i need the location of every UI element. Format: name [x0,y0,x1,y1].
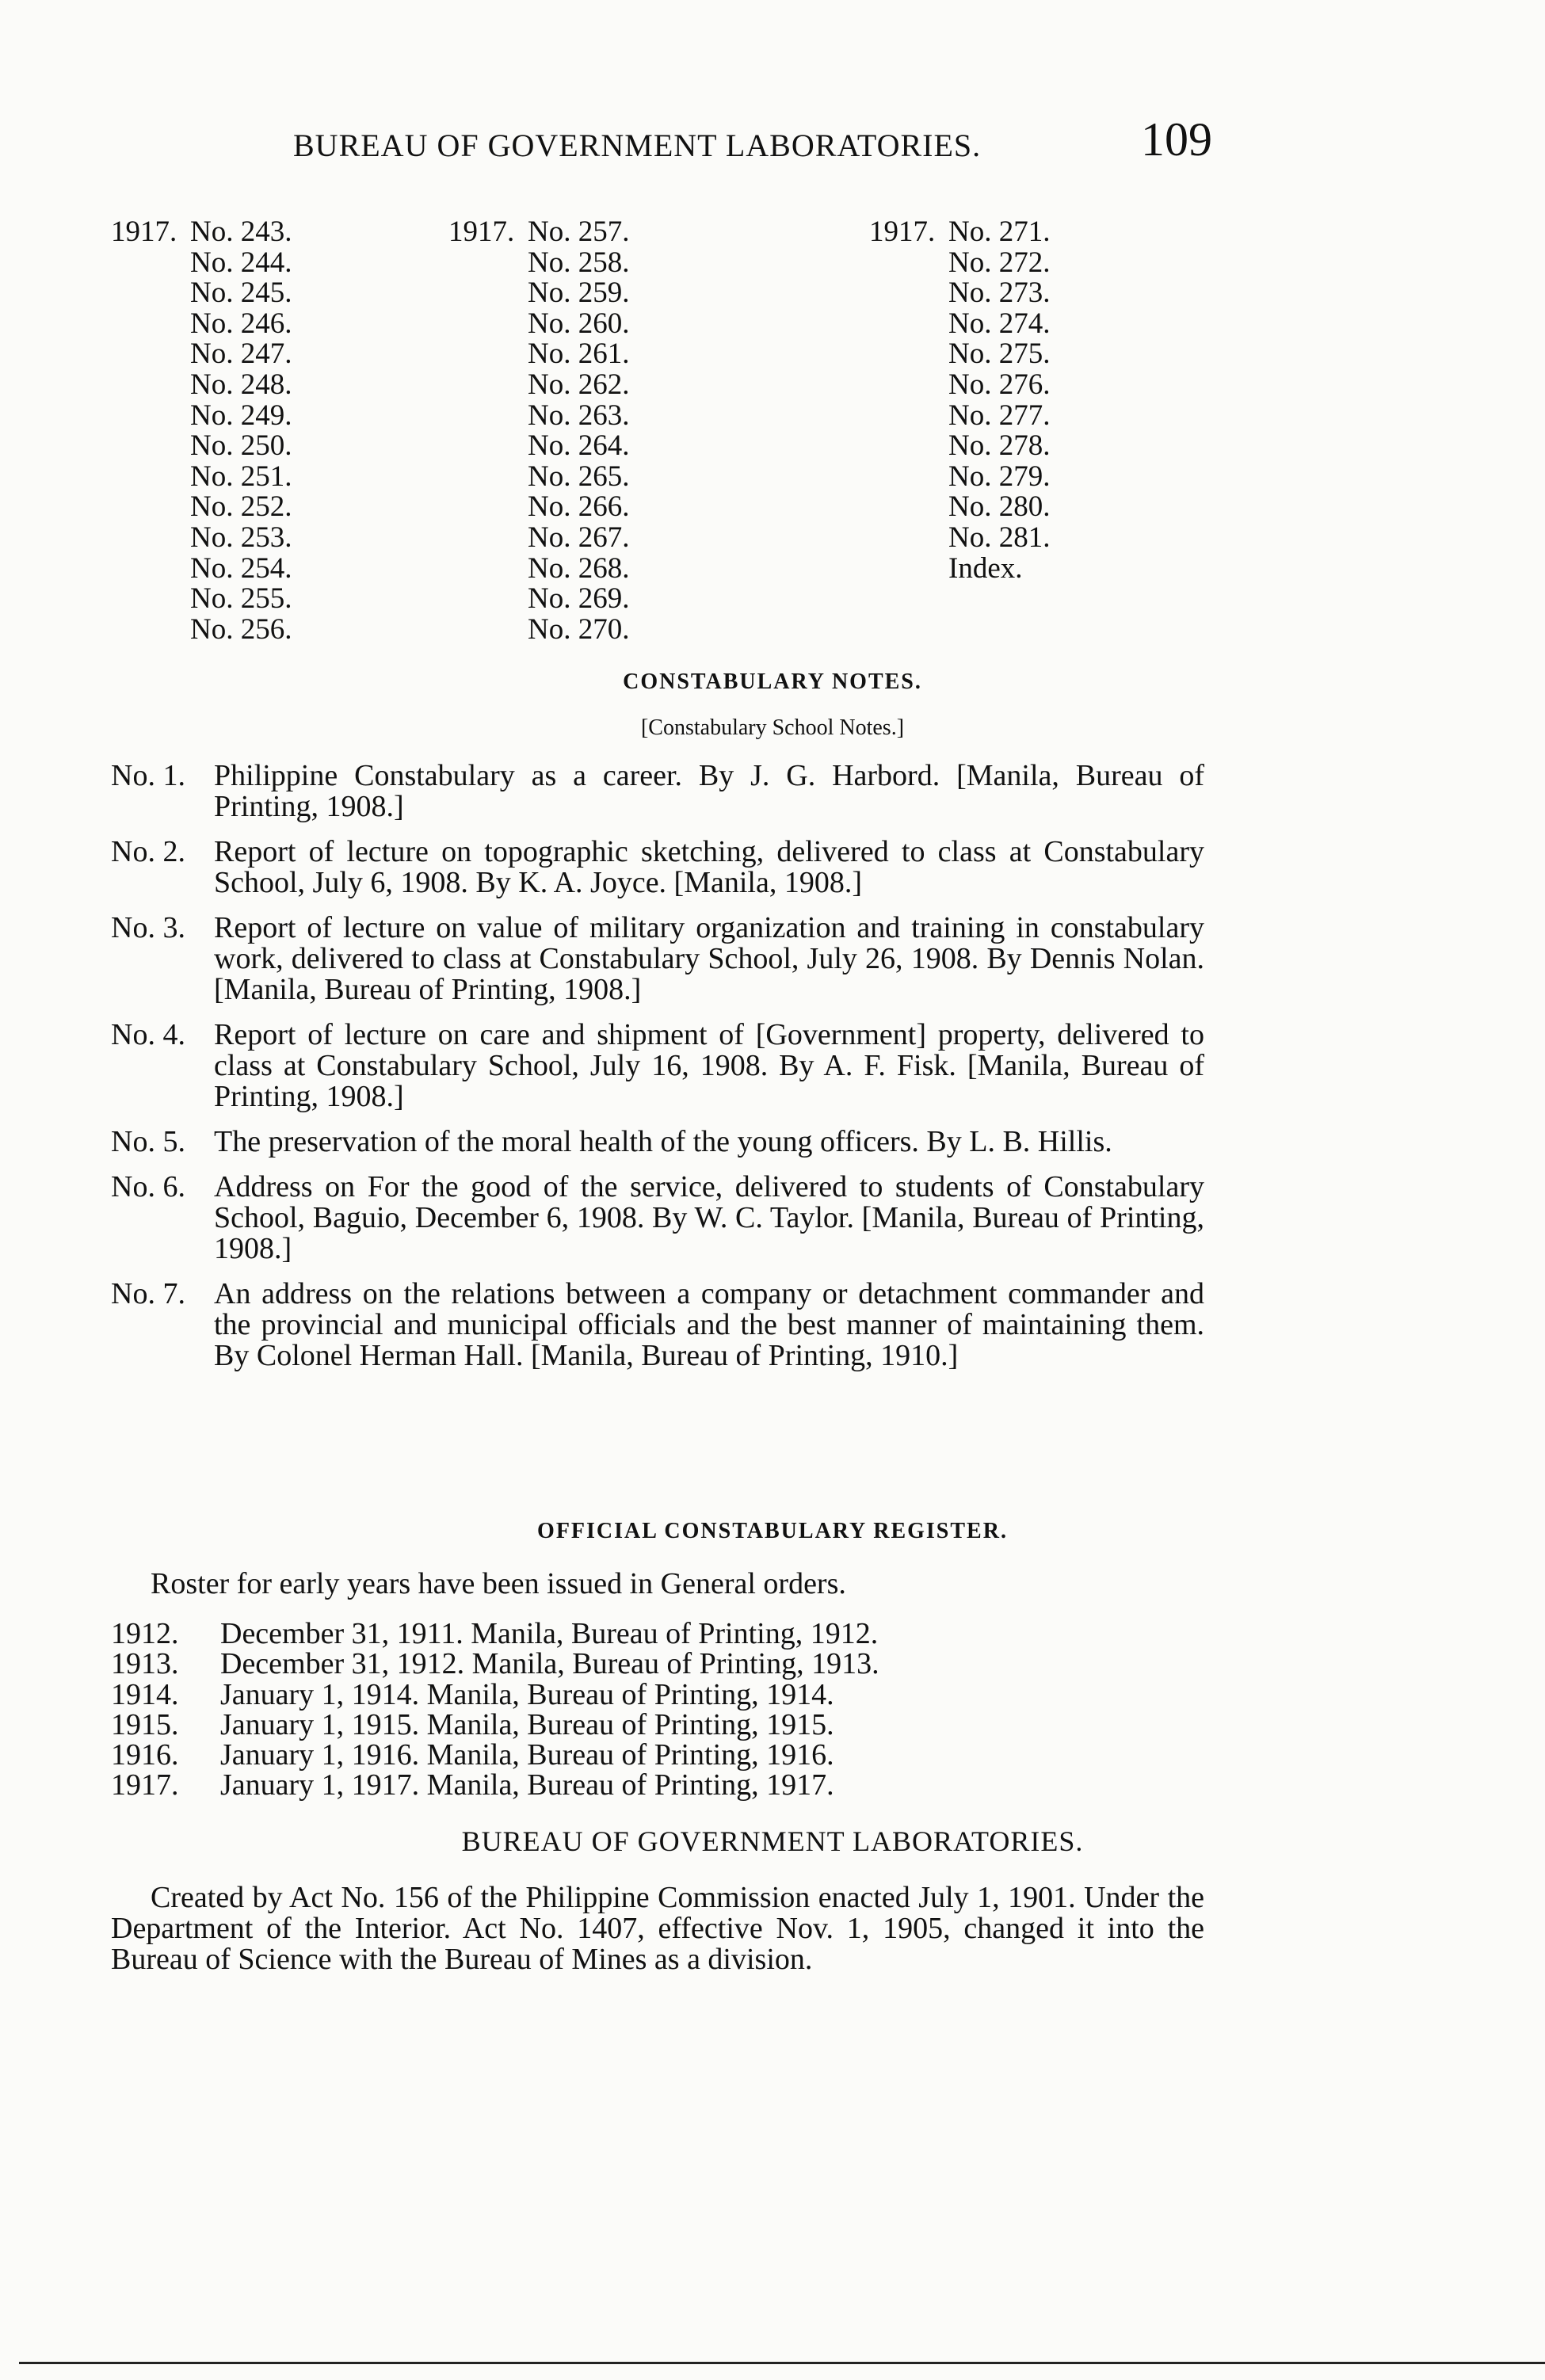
list-item: No. 247. [190,338,292,371]
entry-item [111,1279,1204,1371]
list-item: No. 273. [948,277,1051,310]
entry-number: No. 7. [111,1277,185,1310]
list-item: No. 252. [190,490,292,524]
list-item: No. 244. [190,246,292,279]
roster-text: January 1, 1914. Manila, Bureau of Printing, 1914. [220,1677,834,1711]
list-item: No. 251. [190,460,292,493]
entry-item [111,1020,1204,1112]
section-heading-constabulary: CONSTABULARY NOTES. [623,669,922,694]
running-head: BUREAU OF GOVERNMENT LABORATORIES. [293,128,982,163]
roster-year: 1916. [111,1738,179,1772]
list-item: No. 263. [528,399,630,432]
list-item: No. 249. [190,399,292,432]
roster-row [111,1649,879,1679]
entry-text: Report of lecture on topographic sketching, delivered to class at Constabulary School, July 6, 1908. By K. A. Joyce. [Manila, 1908.] [214,835,1204,899]
number-list-column-1 [111,217,292,645]
roster-year: 1912. [111,1617,179,1650]
number-list-column-2 [448,217,629,645]
entry-text: Report of lecture on value of military organization and training in constabulary work, delivered to class at Constabulary School, July 26, 1908. By Dennis Nolan. [Manila, Bureau of Printing, 1908.] [214,911,1204,1006]
column-year: 1917. [869,215,936,248]
section-subheading: [Constabulary School Notes.] [640,715,905,740]
list-item: No. 268. [528,551,630,585]
entry-item [111,1127,1204,1158]
column-year: 1917. [448,215,515,248]
list-item: No. 258. [528,246,630,279]
roster-row [111,1740,879,1770]
entry-number: No. 3. [111,911,185,944]
column-year: 1917. [111,215,177,248]
list-item: No. 266. [528,490,630,524]
list-item: No. 259. [528,277,630,310]
list-item: No. 262. [528,368,630,401]
entry-text: Address on For the good of the service, delivered to students of Constabulary School, Baguio, December 6, 1908. By W. C. Taylor. [Manila, Bureau of Printing, 1908.] [214,1170,1204,1265]
list-item: No. 264. [528,429,630,463]
list-item: No. 254. [190,551,292,585]
list-item: No. 272. [948,246,1051,279]
entry-text: An address on the relations between a company or detachment commander and the provincial and municipal officials and the best manner of maintaining them. By Colonel Herman Hall. [Manila, Bureau of Printing, 1910.] [214,1277,1204,1372]
list-item: No. 279. [948,460,1051,493]
entry-item [111,761,1204,822]
bureau-paragraph: Created by Act No. 156 of the Philippine Commission enacted July 1, 1901. Under the Department of the Interior. Act No. 1407, effective Nov. 1, 1905, changed it into the Bureau of Science with the Bureau of Mines as a division. [111,1881,1204,1976]
entry-number: No. 5. [111,1125,185,1158]
list-item: No. 256. [190,612,292,646]
roster-year: 1914. [111,1677,179,1711]
list-item: No. 253. [190,521,292,554]
roster-row [111,1770,879,1800]
list-item: No. 246. [190,307,292,340]
list-item: No. 265. [528,460,630,493]
list-item: No. 275. [948,338,1051,371]
entry-number: No. 1. [111,759,185,792]
number-list-column-3 [869,217,1050,584]
roster-year: 1915. [111,1707,179,1741]
list-item: Index. [948,551,1023,585]
entry-text: Report of lecture on care and shipment of [Government] property, delivered to class at Constabulary School, July 16, 1908. By A. F. Fisk. [Manila, Bureau of Printing, 1908.] [214,1018,1204,1113]
roster-text: January 1, 1917. Manila, Bureau of Printing, 1917. [220,1768,834,1802]
list-item: No. 271. [948,215,1051,248]
bottom-rule [19,2362,1545,2364]
entry-item [111,837,1204,898]
entry-text: The preservation of the moral health of the young officers. By L. B. Hillis. [214,1125,1112,1158]
roster-text: January 1, 1915. Manila, Bureau of Printing, 1915. [220,1707,834,1741]
roster-text: January 1, 1916. Manila, Bureau of Printing, 1916. [220,1738,834,1772]
list-item: No. 281. [948,521,1051,554]
roster-row [111,1707,879,1741]
list-item: No. 274. [948,307,1051,340]
register-roster [111,1619,879,1801]
roster-year: 1913. [111,1647,179,1681]
list-item: No. 255. [190,582,292,616]
section-heading-bureau: BUREAU OF GOVERNMENT LABORATORIES. [461,1825,1084,1857]
roster-text: December 31, 1912. Manila, Bureau of Printing, 1913. [220,1647,879,1681]
roster-year: 1917. [111,1768,179,1802]
entry-number: No. 2. [111,835,185,868]
list-item: No. 257. [528,215,630,248]
list-item: No. 245. [190,277,292,310]
list-item: No. 261. [528,338,630,371]
entry-number: No. 6. [111,1170,185,1203]
constabulary-entries [111,761,1204,1386]
roster-row [111,1677,879,1711]
list-item: No. 277. [948,399,1051,432]
list-item: No. 270. [528,612,630,646]
roster-text: December 31, 1911. Manila, Bureau of Printing, 1912. [220,1617,879,1650]
page-number: 109 [1141,113,1212,166]
roster-row [111,1619,879,1649]
list-item: No. 276. [948,368,1051,401]
section-heading-register: OFFICIAL CONSTABULARY REGISTER. [537,1519,1008,1543]
list-item: No. 243. [190,215,292,248]
list-item: No. 269. [528,582,630,616]
entry-item [111,913,1204,1005]
entry-item [111,1172,1204,1264]
list-item: No. 267. [528,521,630,554]
entry-text: Philippine Constabulary as a career. By J. G. Harbord. [Manila, Bureau of Printing, 1908.] [214,759,1204,823]
register-intro: Roster for early years have been issued in General orders. [151,1567,846,1600]
list-item: No. 280. [948,490,1051,524]
list-item: No. 260. [528,307,630,340]
list-item: No. 278. [948,429,1051,463]
list-item: No. 250. [190,429,292,463]
entry-number: No. 4. [111,1018,185,1051]
list-item: No. 248. [190,368,292,401]
